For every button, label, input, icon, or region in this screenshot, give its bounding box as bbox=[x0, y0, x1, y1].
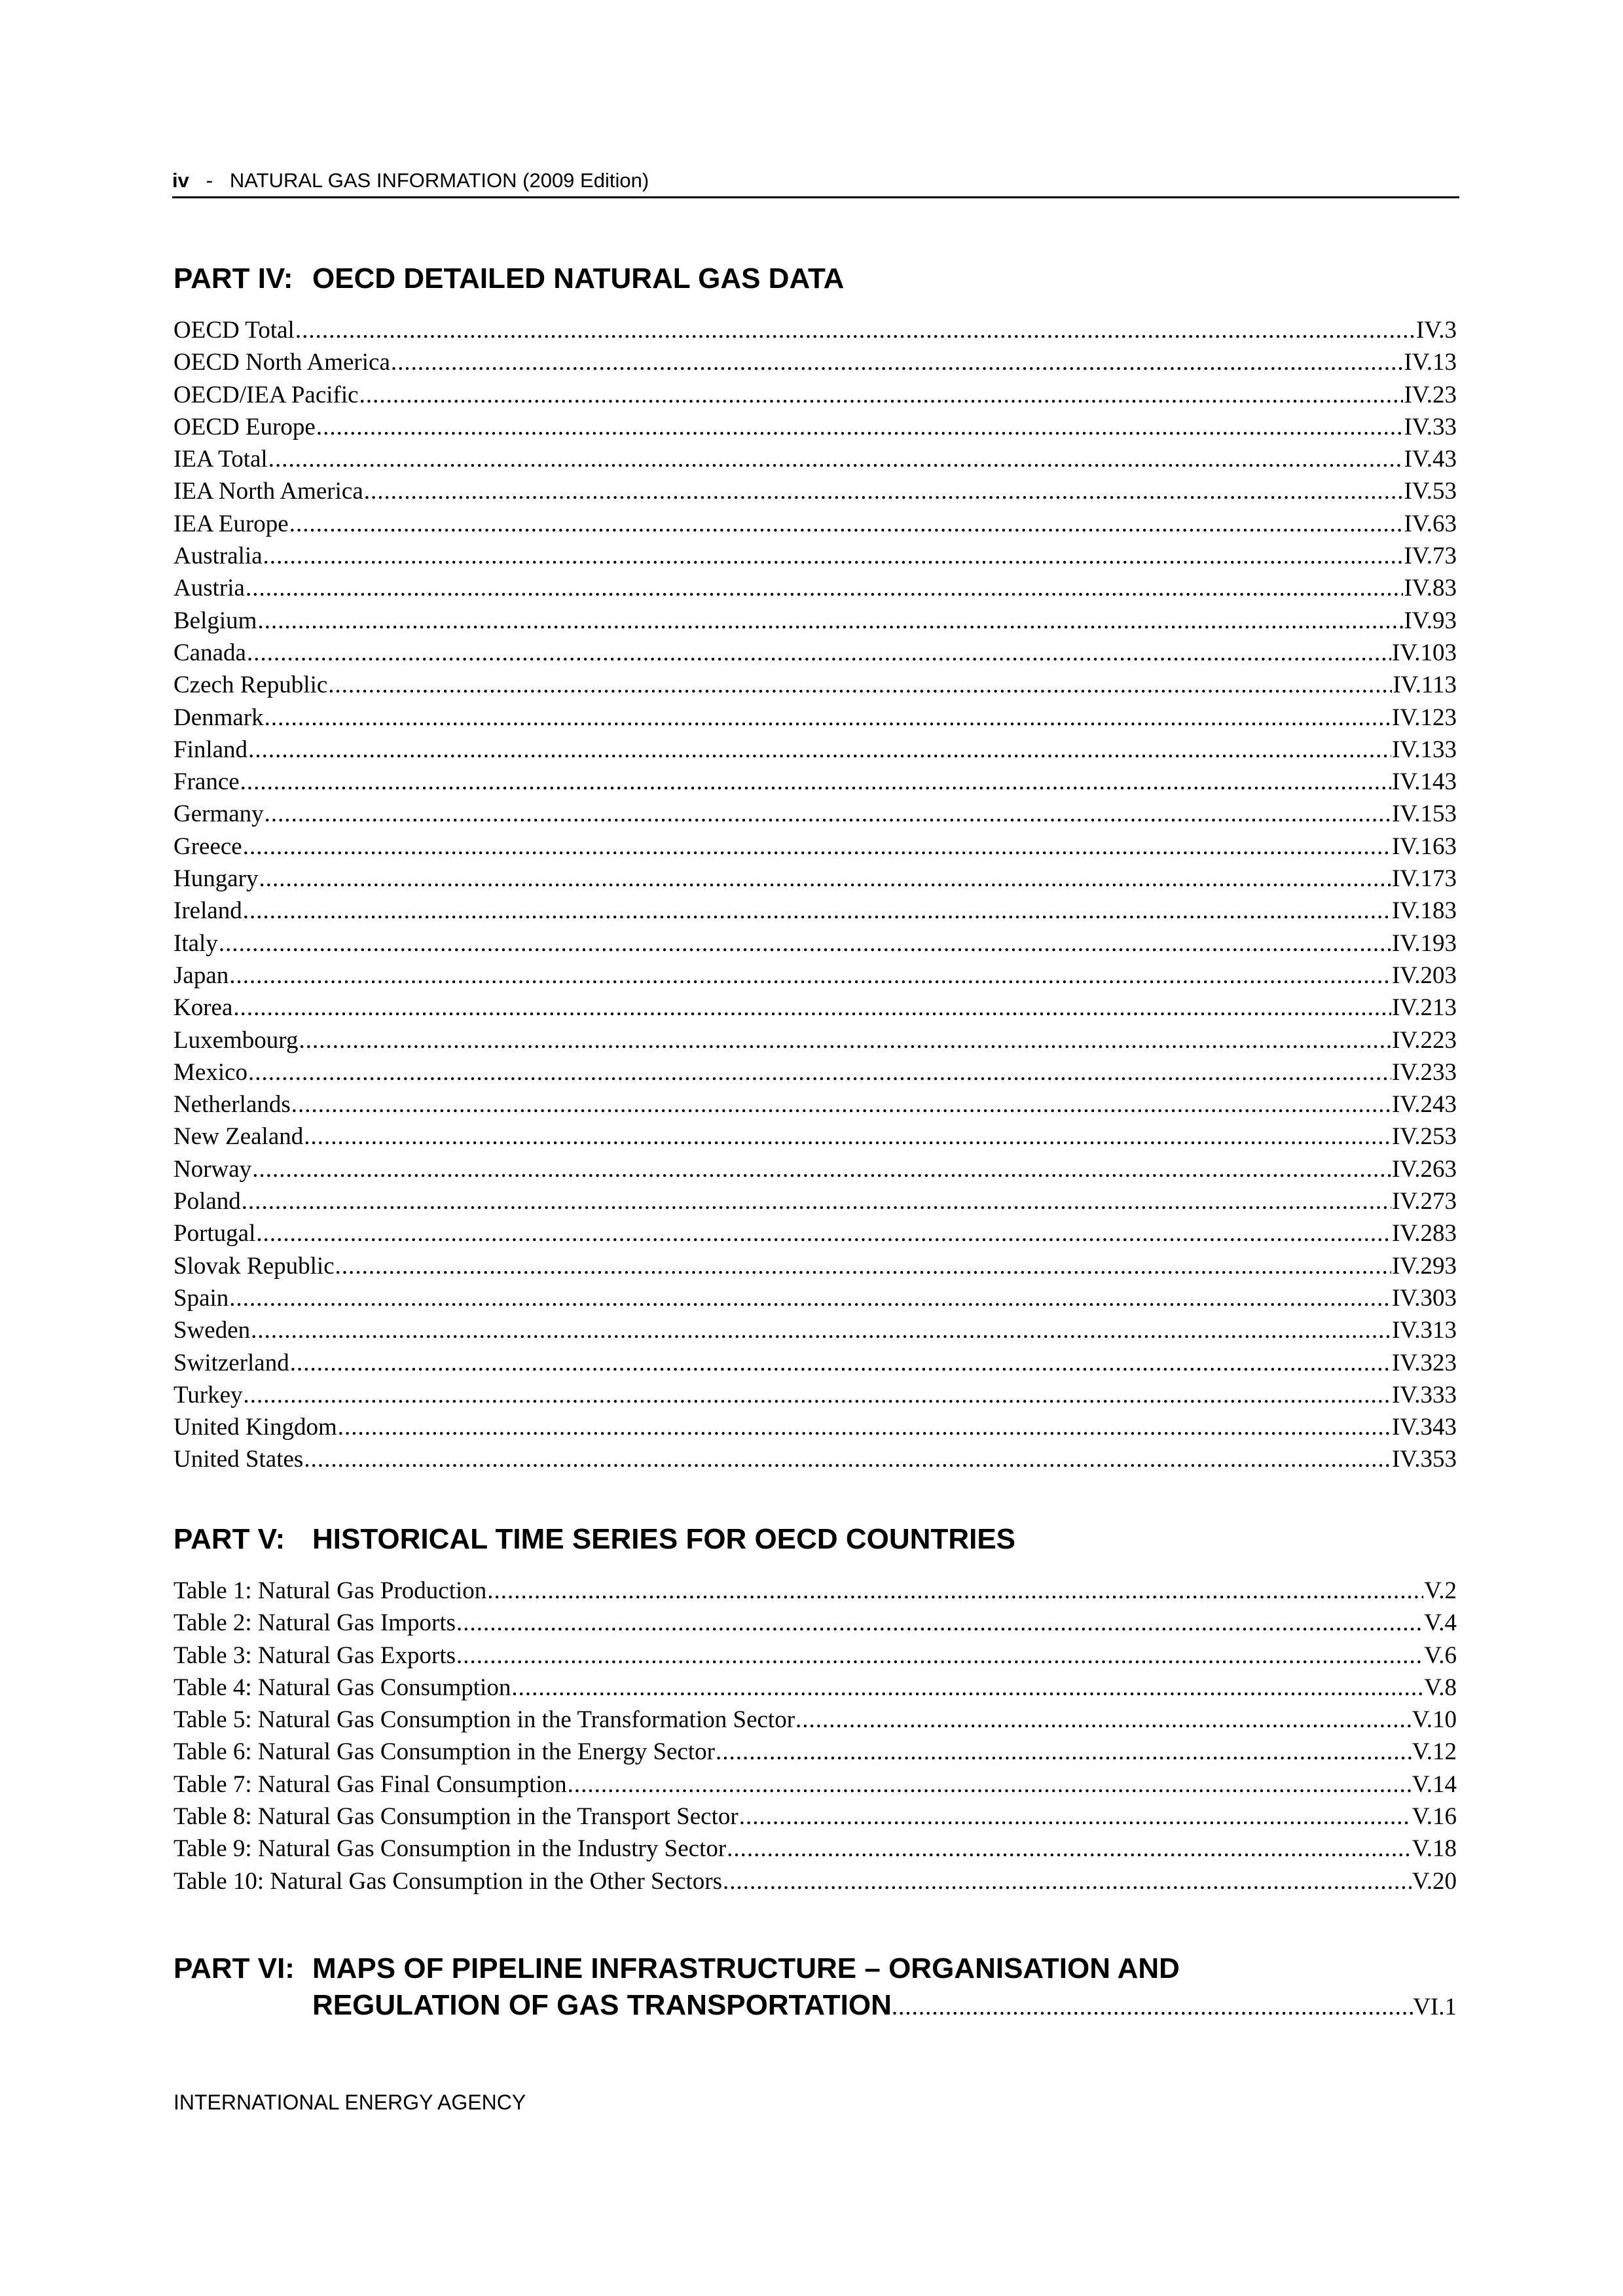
dot-leader bbox=[268, 443, 1404, 475]
dot-leader bbox=[338, 1411, 1391, 1443]
toc-entry[interactable] bbox=[173, 1217, 1457, 1249]
part6-page: VI.1 bbox=[1413, 1994, 1457, 2020]
dot-leader bbox=[247, 637, 1391, 669]
toc-entry-page: IV.103 bbox=[1391, 639, 1457, 666]
toc-entry-page: IV.43 bbox=[1404, 446, 1457, 473]
toc-entry[interactable] bbox=[173, 1865, 1457, 1897]
toc-entry[interactable] bbox=[173, 1347, 1457, 1379]
dot-leader bbox=[264, 702, 1391, 734]
toc-entry-label: Ireland bbox=[173, 897, 242, 925]
toc-entry-label: Netherlands bbox=[173, 1091, 291, 1119]
dot-leader bbox=[251, 1314, 1391, 1346]
dot-leader bbox=[316, 411, 1404, 443]
toc-entry-page: IV.173 bbox=[1391, 865, 1457, 893]
toc-entry-page: IV.123 bbox=[1391, 704, 1457, 731]
toc-entry-label: Luxembourg bbox=[173, 1026, 299, 1054]
toc-entry[interactable] bbox=[173, 1443, 1457, 1475]
toc-entry-page: IV.353 bbox=[1391, 1446, 1457, 1473]
dot-leader bbox=[335, 1250, 1391, 1282]
toc-entry-page: V.8 bbox=[1424, 1674, 1457, 1701]
toc-entry-label: Canada bbox=[173, 639, 246, 666]
running-header bbox=[172, 165, 1459, 198]
dot-leader bbox=[391, 346, 1404, 378]
toc-entry-label: Germany bbox=[173, 800, 264, 828]
toc-entry-label: Greece bbox=[173, 833, 242, 860]
toc-entry-page: IV.33 bbox=[1404, 413, 1457, 440]
toc-entry-label: United States bbox=[173, 1446, 304, 1473]
toc-entry[interactable] bbox=[173, 669, 1457, 701]
toc-entry[interactable] bbox=[173, 346, 1457, 378]
toc-entry-page: IV.243 bbox=[1391, 1091, 1457, 1119]
toc-entry-page: V.4 bbox=[1424, 1609, 1457, 1637]
part4-number: PART IV: bbox=[173, 262, 293, 295]
part4-toc-list bbox=[173, 314, 1457, 1476]
toc-entry[interactable] bbox=[173, 1088, 1457, 1121]
toc-entry-label: Japan bbox=[173, 961, 229, 989]
toc-entry-label: IEA North America bbox=[173, 478, 363, 505]
dot-leader bbox=[264, 798, 1391, 830]
toc-entry-page: IV.323 bbox=[1391, 1349, 1457, 1376]
toc-entry-label: Norway bbox=[173, 1155, 252, 1183]
dot-leader bbox=[229, 1282, 1391, 1314]
toc-entry-label: Table 9: Natural Gas Consumption in the Industry Sector bbox=[173, 1835, 727, 1863]
toc-entry-page: V.10 bbox=[1412, 1706, 1457, 1734]
toc-entry[interactable] bbox=[173, 1250, 1457, 1282]
toc-entry-label: Finland bbox=[173, 736, 248, 763]
toc-entry-page: IV.183 bbox=[1391, 897, 1457, 925]
toc-entry-label: Slovak Republic bbox=[173, 1252, 335, 1280]
toc-entry[interactable] bbox=[173, 572, 1457, 604]
toc-entry-page: V.6 bbox=[1424, 1641, 1457, 1669]
dot-leader bbox=[295, 314, 1415, 346]
toc-entry-label: OECD/IEA Pacific bbox=[173, 381, 359, 408]
toc-entry[interactable] bbox=[173, 411, 1457, 443]
part6-title-line1: MAPS OF PIPELINE INFRASTRUCTURE – ORGANISATION AND bbox=[312, 1952, 1180, 1984]
dot-leader bbox=[229, 960, 1391, 992]
dot-leader bbox=[259, 863, 1391, 895]
dot-leader bbox=[248, 1056, 1391, 1088]
part5-title: HISTORICAL TIME SERIES FOR OECD COUNTRIES bbox=[312, 1523, 1016, 1555]
toc-entry-label: Denmark bbox=[173, 704, 264, 731]
toc-entry-label: Table 3: Natural Gas Exports bbox=[173, 1641, 456, 1669]
toc-entry-page: IV.233 bbox=[1391, 1058, 1457, 1086]
toc-entry[interactable] bbox=[173, 863, 1457, 895]
toc-entry[interactable] bbox=[173, 1153, 1457, 1185]
header-separator: - bbox=[206, 169, 213, 192]
dot-leader bbox=[219, 927, 1391, 960]
dot-leader bbox=[290, 1347, 1391, 1379]
toc-entry-page: IV.333 bbox=[1391, 1381, 1457, 1408]
toc-entry[interactable] bbox=[173, 475, 1457, 507]
toc-entry-page: IV.263 bbox=[1391, 1155, 1457, 1183]
toc-entry-label: Switzerland bbox=[173, 1349, 289, 1376]
toc-entry[interactable] bbox=[173, 895, 1457, 927]
toc-entry[interactable] bbox=[173, 1640, 1457, 1672]
toc-entry-page: IV.13 bbox=[1404, 349, 1457, 376]
toc-entry-label: Table 2: Natural Gas Imports bbox=[173, 1609, 456, 1637]
part5-heading bbox=[173, 1521, 1015, 1558]
toc-entry[interactable] bbox=[173, 1411, 1457, 1443]
toc-entry[interactable] bbox=[173, 766, 1457, 798]
dot-leader bbox=[456, 1640, 1423, 1672]
toc-entry-page: IV.253 bbox=[1391, 1123, 1457, 1151]
toc-entry-page: IV.273 bbox=[1391, 1188, 1457, 1215]
dot-leader bbox=[795, 1704, 1412, 1736]
toc-entry-label: Hungary bbox=[173, 865, 259, 893]
toc-entry-label: Spain bbox=[173, 1284, 229, 1312]
toc-entry-label: OECD North America bbox=[173, 349, 390, 376]
dot-leader bbox=[487, 1575, 1423, 1607]
toc-entry[interactable] bbox=[173, 1121, 1457, 1153]
toc-entry-page: V.2 bbox=[1424, 1577, 1457, 1604]
toc-entry-label: Table 6: Natural Gas Consumption in the Energy Sector bbox=[173, 1738, 716, 1766]
toc-entry-label: Portugal bbox=[173, 1220, 256, 1247]
dot-leader bbox=[256, 1217, 1391, 1249]
toc-entry-label: Sweden bbox=[173, 1317, 251, 1344]
toc-entry[interactable] bbox=[173, 1185, 1457, 1217]
dot-leader bbox=[364, 475, 1404, 507]
toc-entry[interactable] bbox=[173, 379, 1457, 411]
toc-entry-page: IV.93 bbox=[1404, 607, 1457, 634]
toc-entry-label: United Kingdom bbox=[173, 1414, 337, 1441]
toc-entry-page: IV.73 bbox=[1404, 543, 1457, 570]
toc-entry[interactable] bbox=[173, 508, 1457, 540]
toc-entry-page: IV.293 bbox=[1391, 1252, 1457, 1280]
toc-entry-page: IV.343 bbox=[1391, 1414, 1457, 1441]
toc-entry-label: Table 8: Natural Gas Consumption in the Transport Sector bbox=[173, 1803, 739, 1831]
dot-leader bbox=[568, 1768, 1412, 1801]
dot-leader bbox=[243, 895, 1391, 927]
dot-leader bbox=[511, 1672, 1423, 1704]
toc-entry-label: Czech Republic bbox=[173, 672, 328, 699]
part5-number: PART V: bbox=[173, 1523, 285, 1555]
toc-entry[interactable] bbox=[173, 1704, 1457, 1736]
dot-leader bbox=[244, 1379, 1391, 1411]
toc-entry[interactable] bbox=[173, 1833, 1457, 1865]
dot-leader bbox=[739, 1801, 1412, 1833]
toc-entry[interactable] bbox=[173, 1314, 1457, 1346]
dot-leader bbox=[716, 1736, 1412, 1768]
part6-number: PART VI: bbox=[173, 1952, 295, 1984]
toc-entry-page: IV.213 bbox=[1391, 994, 1457, 1022]
part4-heading bbox=[173, 260, 844, 297]
dot-leader bbox=[723, 1865, 1412, 1897]
toc-entry[interactable] bbox=[173, 1672, 1457, 1704]
toc-entry-page: IV.203 bbox=[1391, 961, 1457, 989]
header-title: NATURAL GAS INFORMATION (2009 Edition) bbox=[229, 169, 649, 192]
toc-entry-page: IV.223 bbox=[1391, 1026, 1457, 1054]
dot-leader bbox=[240, 766, 1391, 798]
toc-entry-page: V.20 bbox=[1412, 1867, 1457, 1895]
dot-leader bbox=[304, 1121, 1391, 1153]
toc-entry-page: IV.283 bbox=[1391, 1220, 1457, 1247]
toc-entry[interactable] bbox=[173, 960, 1457, 992]
toc-entry[interactable] bbox=[173, 637, 1457, 669]
part5-toc-list bbox=[173, 1575, 1457, 1897]
toc-entry[interactable] bbox=[173, 1379, 1457, 1411]
dot-leader bbox=[233, 992, 1391, 1024]
toc-entry-label: OECD Europe bbox=[173, 413, 316, 440]
dot-leader bbox=[257, 605, 1403, 637]
dot-leader bbox=[263, 540, 1404, 572]
toc-entry-label: Table 7: Natural Gas Final Consumption bbox=[173, 1770, 567, 1798]
toc-entry-page: IV.133 bbox=[1391, 736, 1457, 763]
part6-title-line2: REGULATION OF GAS TRANSPORTATION bbox=[312, 1989, 892, 2021]
toc-entry-page: IV.53 bbox=[1404, 478, 1457, 505]
toc-entry[interactable] bbox=[173, 540, 1457, 572]
toc-entry[interactable] bbox=[173, 1768, 1457, 1801]
dot-leader bbox=[242, 1185, 1391, 1217]
toc-entry-label: Table 1: Natural Gas Production bbox=[173, 1577, 487, 1604]
dot-leader bbox=[304, 1443, 1391, 1475]
toc-entry-label: Table 4: Natural Gas Consumption bbox=[173, 1674, 511, 1701]
toc-entry[interactable] bbox=[173, 734, 1457, 766]
toc-entry[interactable] bbox=[173, 1801, 1457, 1833]
toc-entry-label: Turkey bbox=[173, 1381, 243, 1408]
toc-entry[interactable] bbox=[173, 443, 1457, 475]
toc-entry-label: Poland bbox=[173, 1188, 241, 1215]
dot-leader bbox=[289, 508, 1404, 540]
toc-entry[interactable] bbox=[173, 1024, 1457, 1056]
toc-entry-label: Mexico bbox=[173, 1058, 248, 1086]
toc-entry-label: New Zealand bbox=[173, 1123, 304, 1151]
toc-entry[interactable] bbox=[173, 1736, 1457, 1768]
toc-entry-label: Belgium bbox=[173, 607, 257, 634]
toc-entry-label: France bbox=[173, 768, 240, 796]
dot-leader bbox=[328, 669, 1392, 701]
toc-entry-label: Austria bbox=[173, 575, 245, 602]
part6-entry[interactable] bbox=[173, 1987, 1457, 2024]
toc-entry-page: IV.153 bbox=[1391, 800, 1457, 828]
toc-entry-page: IV.23 bbox=[1404, 381, 1457, 408]
toc-entry[interactable] bbox=[173, 1575, 1457, 1607]
toc-entry[interactable] bbox=[173, 927, 1457, 960]
dot-leader bbox=[243, 831, 1391, 863]
toc-entry-page: IV.63 bbox=[1404, 510, 1457, 537]
dot-leader bbox=[359, 379, 1404, 411]
toc-entry-page: IV.303 bbox=[1391, 1284, 1457, 1312]
toc-entry-label: Korea bbox=[173, 994, 233, 1022]
toc-entry[interactable] bbox=[173, 1056, 1457, 1088]
toc-entry-label: Table 10: Natural Gas Consumption in the Other Sectors bbox=[173, 1867, 722, 1895]
toc-entry[interactable] bbox=[173, 605, 1457, 637]
toc-entry[interactable] bbox=[173, 1282, 1457, 1314]
toc-entry-page: IV.113 bbox=[1393, 672, 1457, 699]
toc-entry-page: V.18 bbox=[1412, 1835, 1457, 1863]
toc-entry-page: V.12 bbox=[1412, 1738, 1457, 1766]
part4-title: OECD DETAILED NATURAL GAS DATA bbox=[312, 262, 845, 295]
toc-entry[interactable] bbox=[173, 1607, 1457, 1639]
dot-leader bbox=[299, 1024, 1391, 1056]
toc-entry-page: V.14 bbox=[1412, 1770, 1457, 1798]
dot-leader bbox=[252, 1153, 1391, 1185]
toc-entry[interactable] bbox=[173, 702, 1457, 734]
toc-entry-page: V.16 bbox=[1412, 1803, 1457, 1831]
toc-entry[interactable] bbox=[173, 992, 1457, 1024]
toc-entry[interactable] bbox=[173, 798, 1457, 830]
dot-leader bbox=[727, 1833, 1412, 1865]
dot-leader bbox=[892, 1989, 1413, 2026]
toc-entry-label: IEA Europe bbox=[173, 510, 289, 537]
dot-leader bbox=[246, 572, 1404, 604]
toc-entry-label: OECD Total bbox=[173, 317, 295, 344]
toc-entry-page: IV.83 bbox=[1404, 575, 1457, 602]
toc-entry-page: IV.313 bbox=[1391, 1317, 1457, 1344]
toc-entry-page: IV.163 bbox=[1391, 833, 1457, 860]
toc-entry-label: Italy bbox=[173, 929, 218, 957]
header-page-number: iv bbox=[172, 169, 189, 192]
toc-entry-label: Table 5: Natural Gas Consumption in the Transformation Sector bbox=[173, 1706, 795, 1734]
toc-entry-page: IV.193 bbox=[1391, 929, 1457, 957]
dot-leader bbox=[456, 1607, 1423, 1639]
dot-leader bbox=[248, 734, 1391, 766]
toc-entry[interactable] bbox=[173, 831, 1457, 863]
toc-entry[interactable] bbox=[173, 314, 1457, 346]
toc-entry-label: IEA Total bbox=[173, 446, 268, 473]
toc-entry-page: IV.3 bbox=[1415, 317, 1457, 344]
toc-entry-label: Australia bbox=[173, 543, 263, 570]
running-footer: INTERNATIONAL ENERGY AGENCY bbox=[173, 2090, 526, 2114]
part6-heading bbox=[173, 1950, 1457, 2024]
dot-leader bbox=[291, 1088, 1391, 1121]
toc-entry-page: IV.143 bbox=[1391, 768, 1457, 796]
